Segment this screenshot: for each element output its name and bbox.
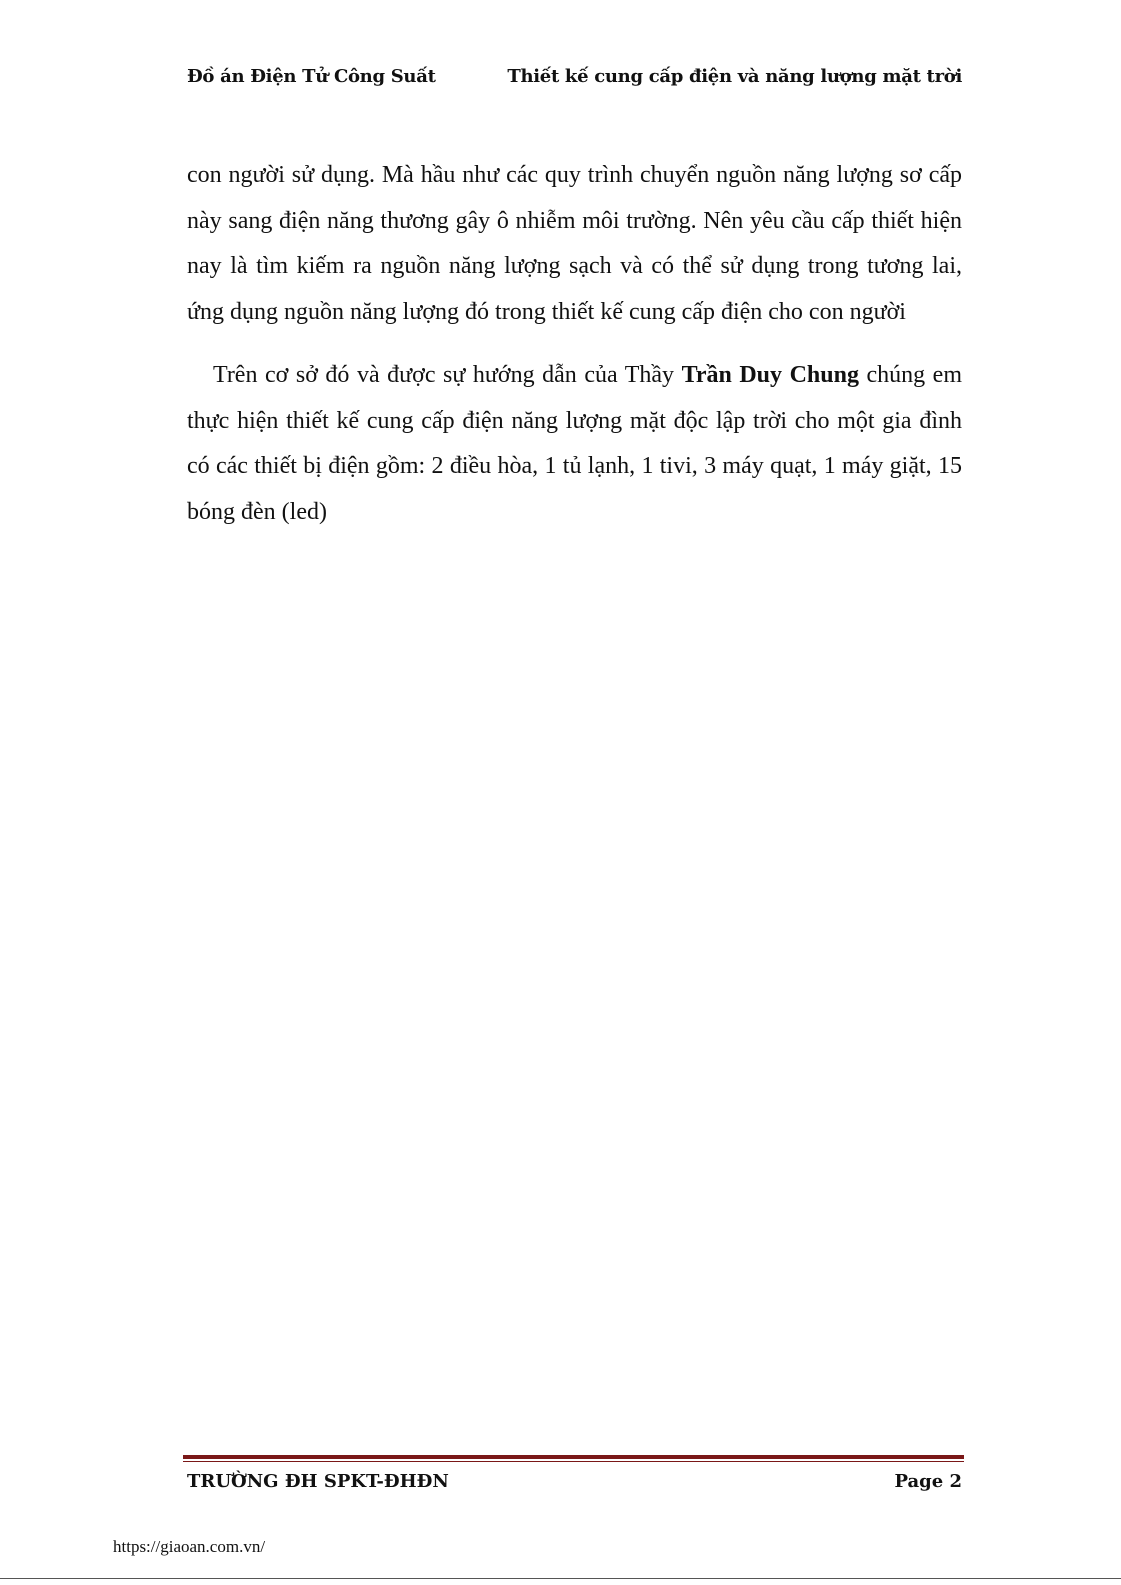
page-header — [187, 66, 962, 94]
advisor-name: Trần Duy Chung — [681, 362, 859, 388]
footer-divider-thin — [183, 1461, 964, 1462]
page-footer — [187, 1471, 962, 1497]
footer-divider-thick — [183, 1455, 964, 1459]
bottom-divider — [0, 1578, 1121, 1579]
paragraph-intro-text: Trên cơ sở đó và được sự hướng dẫn của Thầy — [213, 362, 682, 388]
document-body — [187, 153, 962, 535]
paragraph-project-description — [187, 353, 962, 535]
header-project-title: Thiết kế cung cấp điện và năng lượng mặt trời — [507, 66, 962, 87]
header-course-title: Đồ án Điện Tử Công Suất — [187, 66, 436, 87]
paragraph-continuation: con người sử dụng. Mà hầu như các quy trình chuyển nguồn năng lượng sơ cấp này sang điện năng thương gây ô nhiễm môi trường. Nên yêu cầu cấp thiết hiện nay là tìm kiếm ra nguồn năng lượng sạch và có thể sử dụng trong tương lai, ứng dụng nguồn năng lượng đó trong thiết kế cung cấp điện cho con người — [187, 162, 962, 325]
paragraph-details-text: chúng em thực hiện thiết kế cung cấp điện năng lượng mặt độc lập trời cho một gia đình có các thiết bị điện gồm: 2 điều hòa, 1 tủ lạnh, 1 tivi, 3 máy quạt, 1 máy giặt, 15 bóng đèn (led) — [187, 362, 962, 525]
footer-divider — [183, 1455, 964, 1462]
source-url-link[interactable]: https://giaoan.com.vn/ — [113, 1537, 266, 1556]
footer-school-name: TRƯỜNG ĐH SPKT-ĐHĐN — [187, 1471, 449, 1492]
page-number: Page 2 — [894, 1471, 962, 1492]
